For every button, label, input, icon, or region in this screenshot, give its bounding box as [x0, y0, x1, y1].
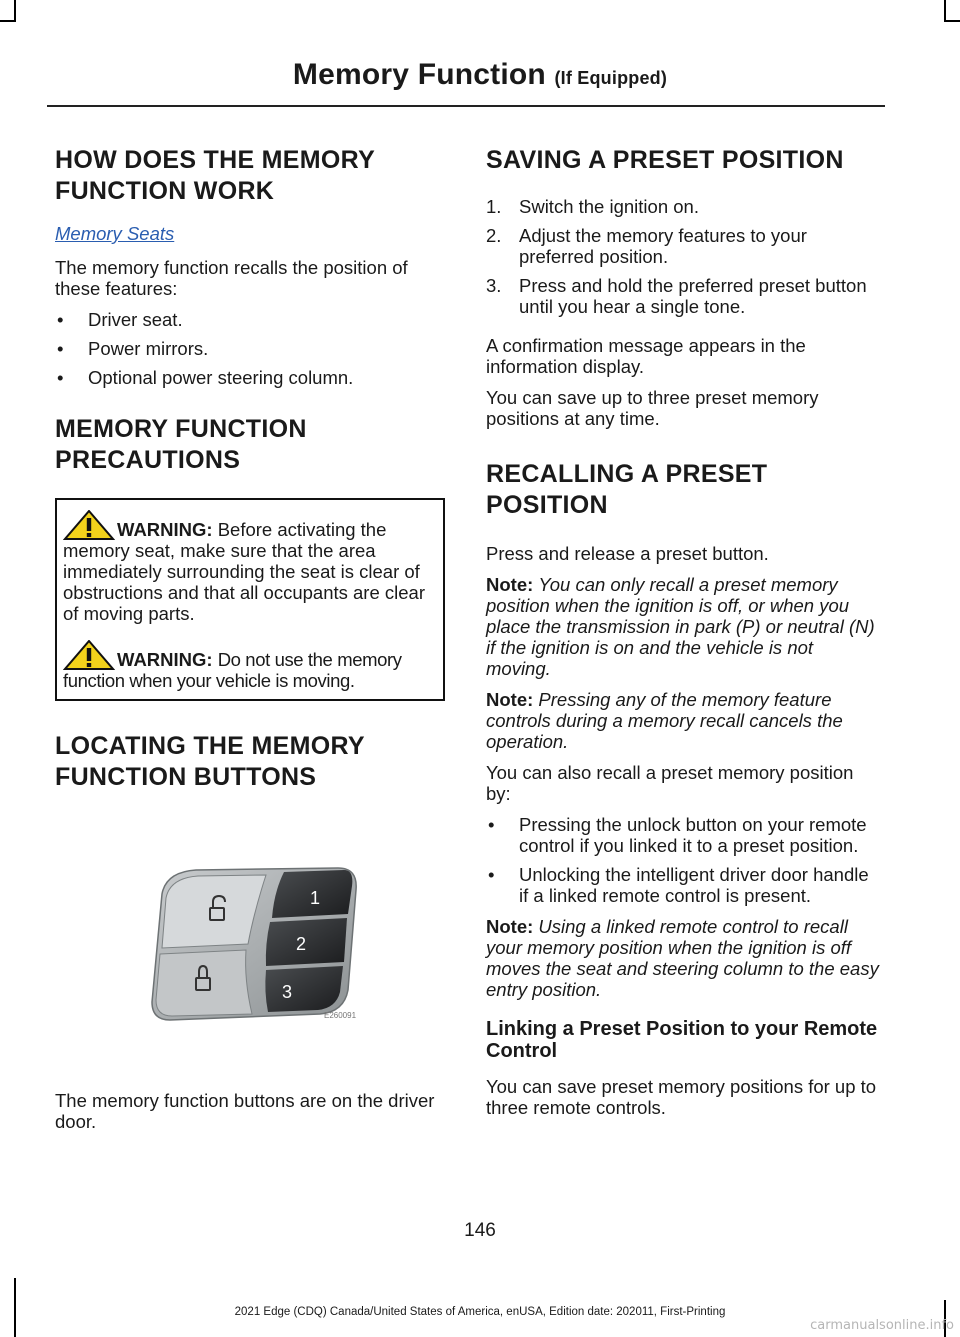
- list-item: [486, 275, 881, 317]
- step-number: 1.: [486, 196, 502, 217]
- step-text: Adjust the memory features to your preferred position.: [519, 225, 807, 267]
- warning-label: WARNING:: [117, 649, 213, 670]
- note-label: Note:: [486, 574, 534, 595]
- warning-2: [63, 640, 435, 691]
- buttons-location-text: The memory function buttons are on the driver door.: [55, 1090, 435, 1132]
- note-3: [486, 916, 881, 1000]
- how-does-memory-work-heading: HOW DOES THE MEMORY FUNCTION WORK: [55, 146, 375, 205]
- warning-triangle-icon: [63, 640, 115, 670]
- list-item: • Optional power steering column.: [55, 367, 445, 388]
- crop-mark: [0, 20, 16, 22]
- list-item: • Unlocking the intelligent driver door handle if a linked remote control is present.: [486, 864, 881, 906]
- memory-seats-link[interactable]: Memory Seats: [55, 223, 175, 244]
- saving-steps-list: [486, 196, 881, 317]
- warning-1-text: Before activating the memory seat, make sure that the area immediately surrounding the seat is clear of obstructions and that all occupants are clear of moving parts.: [63, 519, 425, 624]
- step-text: Switch the ignition on.: [519, 196, 699, 217]
- linking-text: You can save preset memory positions for up to three remote controls.: [486, 1076, 877, 1118]
- note-label: Note:: [486, 916, 534, 937]
- button-1-label: 1: [310, 888, 321, 908]
- right-column: [486, 145, 881, 1128]
- save-up-to-text: You can save up to three preset memory positions at any time.: [486, 387, 819, 429]
- list-item: • Power mirrors.: [55, 338, 445, 359]
- note-label: Note:: [486, 689, 534, 710]
- recall-methods-list: [486, 814, 881, 906]
- press-release-text: Press and release a preset button.: [486, 543, 769, 564]
- page-number: 146: [464, 1220, 496, 1241]
- list-item: • Driver seat.: [55, 309, 445, 330]
- locating-buttons-heading: LOCATING THE MEMORY FUNCTION BUTTONS: [55, 732, 365, 791]
- crop-mark: [14, 0, 16, 22]
- features-list: [55, 309, 445, 388]
- note-2-text: Pressing any of the memory feature controls during a memory recall cancels the operation.: [486, 689, 843, 752]
- recall-intro-text: The memory function recalls the position of these features:: [55, 257, 408, 299]
- also-recall-text: You can also recall a preset memory position by:: [486, 762, 854, 804]
- precautions-heading: MEMORY FUNCTION PRECAUTIONS: [55, 415, 307, 474]
- confirmation-text: A confirmation message appears in the information display.: [486, 335, 806, 377]
- crop-mark: [944, 20, 960, 22]
- step-number: 2.: [486, 225, 502, 246]
- footer-edition-text: 2021 Edge (CDQ) Canada/United States of America, enUSA, Edition date: 202011, First-Printing: [234, 1306, 726, 1318]
- step-number: 3.: [486, 275, 502, 296]
- warning-box: [55, 498, 445, 701]
- note-3-text: Using a linked remote control to recall your memory position when the ignition is off moves the seat and steering column to the easy entry position.: [486, 916, 879, 1000]
- header-divider: [47, 105, 885, 107]
- warning-1: [63, 510, 435, 624]
- image-code: E260091: [324, 1011, 357, 1020]
- note-1-text: You can only recall a preset memory position when the ignition is off, or when you place the transmission in park (P) or neutral (N) if the ignition is on and the vehicle is not moving.: [486, 574, 875, 679]
- linking-preset-heading: Linking a Preset Position to your Remote Control: [486, 1018, 878, 1062]
- crop-mark: [944, 0, 946, 22]
- warning-2-text: Do not use the memory function when your vehicle is moving.: [63, 649, 402, 691]
- memory-buttons-illustration: [148, 862, 360, 1022]
- button-3-label: 3: [282, 982, 293, 1002]
- warning-triangle-icon: [63, 510, 115, 540]
- warning-label: WARNING:: [117, 519, 213, 540]
- list-item: • Pressing the unlock button on your remote control if you linked it to a preset position.: [486, 814, 881, 856]
- note-1: [486, 574, 881, 679]
- button-2-label: 2: [296, 934, 307, 954]
- header-subtitle: (If Equipped): [554, 68, 668, 88]
- note-2: [486, 689, 881, 752]
- list-item: [486, 196, 881, 217]
- list-item: [486, 225, 881, 267]
- watermark: carmanualsonline.info: [810, 1318, 954, 1333]
- saving-preset-heading: SAVING A PRESET POSITION: [486, 146, 844, 174]
- header-title: Memory Function: [292, 58, 546, 91]
- page-header: [0, 58, 960, 92]
- step-text: Press and hold the preferred preset button until you hear a single tone.: [519, 275, 867, 317]
- recalling-preset-heading: RECALLING A PRESET POSITION: [486, 460, 768, 519]
- left-column: [55, 145, 445, 809]
- memory-buttons-image: [148, 862, 360, 1022]
